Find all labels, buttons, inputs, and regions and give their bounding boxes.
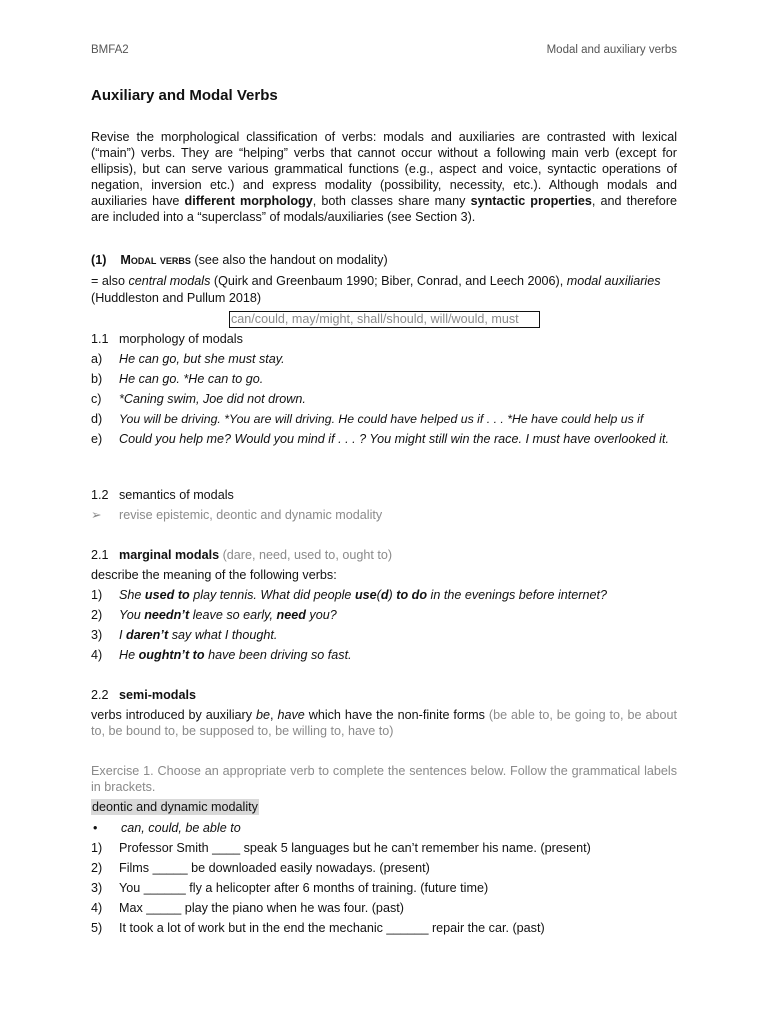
modal-verbs-box: can/could, may/might, shall/should, will/would, must [229, 311, 540, 328]
subsection-examples: (dare, need, used to, ought to) [219, 548, 393, 562]
list-item [91, 431, 677, 447]
item-label: 3) [91, 881, 103, 895]
item-label: c) [91, 392, 102, 406]
exercise-item [91, 880, 677, 896]
subsection-1-2 [91, 487, 677, 503]
section-1-title: odal verbs [130, 253, 191, 267]
section-1-citation: (Huddleston and Pullum 2018) [91, 291, 262, 305]
item-text: Max _____ play the piano when he was four. (past) [119, 901, 404, 915]
list-item [91, 411, 677, 427]
semi-modal-forms: (be able to, be going to, be about to, be bound to, be supposed to, be willing to, have to) [91, 708, 677, 738]
item-bold: to do [396, 588, 428, 602]
term-central-modals: central modals [128, 274, 211, 288]
bullet-text: can, could, be able to [121, 821, 241, 835]
page-header [91, 42, 677, 58]
subsection-label: semantics of modals [119, 488, 234, 502]
bullet-icon: • [93, 821, 98, 835]
item-text: ) [388, 588, 397, 602]
arrow-bullet-icon: ➢ [91, 508, 102, 522]
section-1-note: (see also the handout on modality) [190, 253, 388, 267]
item-text: Professor Smith ____ speak 5 languages but he can’t remember his name. (present) [119, 841, 591, 855]
header-course-code: BMFA2 [91, 44, 129, 56]
item-bold: used to [144, 588, 190, 602]
intro-bold-1: different morphology [184, 194, 313, 208]
bullet-text: revise epistemic, deontic and dynamic modality [119, 508, 383, 522]
item-text: I [119, 628, 126, 642]
subsection-number: 2.2 [91, 688, 109, 702]
list-item [91, 391, 677, 407]
section-1-also-line [91, 273, 677, 289]
item-label: 5) [91, 921, 103, 935]
exercise-item [91, 920, 677, 936]
item-text: He can go. *He can to go. [119, 372, 264, 386]
subsection-label: marginal modals [119, 548, 220, 562]
intro-paragraph [91, 129, 677, 225]
term-modal-auxiliaries: modal auxiliaries [566, 274, 661, 288]
exercise-item [91, 840, 677, 856]
highlighted-category: deontic and dynamic modality [92, 800, 258, 814]
intro-bold-2: syntactic properties [470, 194, 592, 208]
subsection-number: 2.1 [91, 548, 109, 562]
item-label: 4) [91, 648, 103, 662]
item-label: 1) [91, 588, 103, 602]
document-title: Auxiliary and Modal Verbs [91, 87, 278, 104]
item-label: a) [91, 352, 103, 366]
exercise-category [91, 799, 677, 815]
item-text: It took a lot of work but in the end the mechanic ______ repair the car. (past) [119, 921, 545, 935]
subsection-number: 1.2 [91, 488, 109, 502]
item-text: He can go, but she must stay. [119, 352, 285, 366]
list-item [91, 607, 677, 623]
item-label: 2) [91, 608, 103, 622]
item-text: in the evenings before internet? [427, 588, 607, 602]
bullet-item [91, 507, 677, 523]
list-item [91, 647, 677, 663]
subsection-label: semi-modals [119, 688, 196, 702]
item-text: You [119, 608, 145, 622]
item-text: play tennis. What did people [189, 588, 355, 602]
list-item [91, 627, 677, 643]
item-label: 3) [91, 628, 103, 642]
subsection-1-1 [91, 331, 677, 347]
exercise-instructions: Exercise 1. Choose an appropriate verb to complete the sentences below. Follow the grammatical labels in brackets. [91, 764, 677, 794]
item-bold: use [354, 588, 377, 602]
list-item [91, 351, 677, 367]
item-text: He [119, 648, 139, 662]
citation-text: (Quirk and Greenbaum 1990; Biber, Conrad, and Leech 2006), [210, 274, 567, 288]
exercise-item [91, 860, 677, 876]
section-1-initial: M [120, 253, 131, 267]
item-text: Films _____ be downloaded easily nowadays. (present) [119, 861, 430, 875]
section-1-heading [91, 252, 677, 268]
desc-italic: have [277, 708, 305, 722]
list-item [91, 371, 677, 387]
desc-text: , [269, 708, 278, 722]
item-text: ( [376, 588, 381, 602]
subsection-number: 1.1 [91, 332, 109, 346]
subsection-2-1 [91, 547, 677, 563]
item-text: She [119, 588, 145, 602]
desc-text: which have the non-finite forms [304, 708, 489, 722]
item-bold: oughtn’t to [138, 648, 205, 662]
item-text: *Caning swim, Joe did not drown. [119, 392, 306, 406]
intro-text-2: , both classes share many [312, 194, 471, 208]
bullet-item [91, 820, 677, 836]
item-text: you? [305, 608, 337, 622]
item-bold: needn’t [144, 608, 190, 622]
item-label: 2) [91, 861, 103, 875]
desc-text: verbs introduced by auxiliary [91, 708, 256, 722]
semi-modals-description [91, 707, 677, 739]
item-label: b) [91, 372, 103, 386]
item-bold: daren’t [126, 628, 169, 642]
item-text: You will be driving. *You are will driving. He could have helped us if . . . *He have could help us if [119, 412, 644, 426]
intro-text-1: Revise the morphological classification of verbs: modals and auxiliaries are contrasted with lexical (“main”) verbs. They are “helping” verbs that cannot occur without a following main verb (except for ellipsis), but can serve various grammatical functions (e.g., aspect and voice, syntactic operations of negation, inversion etc.) and express modality (possibility, necessity, etc.). Although modals and auxiliaries have [91, 130, 677, 208]
item-text: Could you help me? Would you mind if . . . ? You might still win the race. I must have overlooked it. [119, 432, 669, 446]
subsection-2-2 [91, 687, 677, 703]
item-label: 4) [91, 901, 103, 915]
item-bold: d [380, 588, 389, 602]
list-item [91, 587, 677, 603]
item-bold: need [276, 608, 306, 622]
item-label: 1) [91, 841, 103, 855]
item-label: d) [91, 412, 103, 426]
exercise-item [91, 900, 677, 916]
instruction-text: describe the meaning of the following verbs: [91, 568, 337, 582]
item-text: leave so early, [189, 608, 277, 622]
section-1-number: (1) [91, 253, 107, 267]
intro-text-3: , and therefore are included into a “superclass” of modals/auxiliaries (see Section 3). [91, 194, 678, 224]
desc-italic: be [255, 708, 270, 722]
item-text: say what I thought. [168, 628, 278, 642]
item-label: e) [91, 432, 103, 446]
header-topic: Modal and auxiliary verbs [546, 44, 677, 56]
item-text: You ______ fly a helicopter after 6 months of training. (future time) [119, 881, 489, 895]
also-text: = also [91, 274, 129, 288]
subsection-label: morphology of modals [119, 332, 243, 346]
item-text: have been driving so fast. [204, 648, 352, 662]
